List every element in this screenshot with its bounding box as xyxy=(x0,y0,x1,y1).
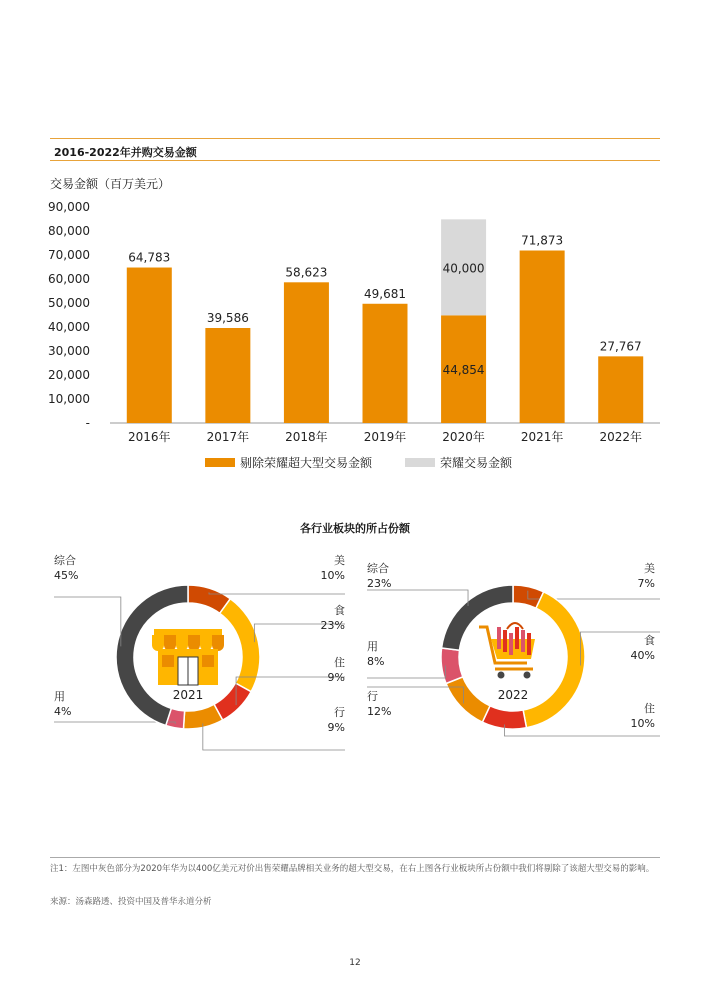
slice-percent-label: 23% xyxy=(320,619,345,632)
slice-percent-label: 23% xyxy=(367,577,392,590)
slice-name-label: 住 xyxy=(334,656,345,669)
footnote-rule xyxy=(50,857,660,858)
slice-name-label: 用 xyxy=(54,690,65,703)
page-number: 12 xyxy=(349,958,361,968)
slice-percent-label: 10% xyxy=(320,569,345,582)
bar-honor-label: 40,000 xyxy=(442,261,485,276)
x-tick-label: 2022年 xyxy=(599,430,642,444)
y-tick-label: 90,000 xyxy=(48,200,90,214)
section-title: 2016-2022年并购交易金额 xyxy=(54,146,197,159)
slice-name-label: 住 xyxy=(644,702,655,715)
bar-main xyxy=(598,356,643,423)
y-tick-label: - xyxy=(85,416,90,430)
donut-slice xyxy=(446,677,490,722)
x-tick-label: 2018年 xyxy=(285,430,328,444)
slice-name-label: 综合 xyxy=(367,562,389,575)
y-tick-label: 10,000 xyxy=(48,392,90,406)
bar-main xyxy=(363,304,408,423)
shopping-cart-icon xyxy=(479,623,535,679)
slice-percent-label: 40% xyxy=(630,649,655,662)
title-top-rule xyxy=(50,138,660,139)
bar-value-label: 71,873 xyxy=(521,233,564,248)
bar-value-label: 27,767 xyxy=(599,339,642,354)
x-tick-label: 2019年 xyxy=(363,430,407,444)
x-tick-label: 2017年 xyxy=(206,430,250,444)
slice-name-label: 行 xyxy=(367,690,378,703)
y-axis-unit-label: 交易金额（百万美元） xyxy=(50,177,171,191)
donut-slice xyxy=(523,592,585,728)
y-tick-label: 60,000 xyxy=(48,272,90,286)
pie-section-title: 各行业板块的所占份额 xyxy=(300,522,410,535)
bar-value-label: 44,854 xyxy=(442,363,485,378)
x-tick-label: 2016年 xyxy=(128,430,171,444)
x-tick-label: 2020年 xyxy=(442,430,485,444)
slice-name-label: 综合 xyxy=(54,554,76,567)
storefront-icon xyxy=(152,629,224,685)
y-tick-label: 70,000 xyxy=(48,248,90,262)
slice-percent-label: 12% xyxy=(367,705,392,718)
slice-percent-label: 10% xyxy=(630,717,655,730)
donut-year-label: 2021 xyxy=(172,688,204,702)
legend-swatch-main xyxy=(205,458,235,467)
slice-name-label: 食 xyxy=(644,634,655,647)
pie-chart-2022 xyxy=(355,550,710,760)
slice-percent-label: 4% xyxy=(54,705,72,718)
leader-line xyxy=(209,592,345,594)
legend-swatch-honor xyxy=(405,458,435,467)
title-bottom-rule xyxy=(50,160,660,161)
slice-percent-label: 45% xyxy=(54,569,79,582)
bar-value-label: 49,681 xyxy=(364,286,406,301)
donut-year-label: 2022 xyxy=(497,688,529,702)
bar-value-label: 39,586 xyxy=(206,310,249,325)
y-tick-label: 20,000 xyxy=(48,368,90,382)
bar-main xyxy=(205,328,250,423)
footnote-1: 注1：左图中灰色部分为2020年华为以400亿美元对价出售荣耀品牌相关业务的超大型交易，在右上图各行业板块所占份额中我们将剔除了该超大型交易的影响。 xyxy=(50,864,655,874)
y-tick-label: 40,000 xyxy=(48,320,90,334)
donut-slice xyxy=(220,599,260,692)
bar-chart xyxy=(0,195,710,485)
slice-percent-label: 9% xyxy=(327,721,345,734)
y-tick-label: 80,000 xyxy=(48,224,90,238)
slice-name-label: 食 xyxy=(334,604,345,617)
slice-name-label: 用 xyxy=(367,640,378,653)
slice-percent-label: 9% xyxy=(327,671,345,684)
slice-name-label: 行 xyxy=(334,706,345,719)
slice-name-label: 美 xyxy=(644,562,655,575)
source-note: 来源：汤森路透、投资中国及普华永道分析 xyxy=(50,897,212,907)
pie-chart-2021 xyxy=(0,550,355,760)
x-tick-label: 2021年 xyxy=(520,430,564,444)
y-tick-label: 30,000 xyxy=(48,344,90,358)
y-tick-label: 50,000 xyxy=(48,296,90,310)
legend-label-honor: 荣耀交易金额 xyxy=(440,456,513,470)
leader-line xyxy=(54,597,121,646)
bar-value-label: 64,783 xyxy=(128,250,171,265)
bar-main xyxy=(127,268,172,423)
slice-name-label: 美 xyxy=(334,554,345,567)
slice-percent-label: 7% xyxy=(637,577,655,590)
slice-percent-label: 8% xyxy=(367,655,385,668)
leader-line xyxy=(203,723,345,750)
bar-main xyxy=(284,282,329,423)
leader-line xyxy=(367,590,468,606)
legend-label-main: 剔除荣耀超大型交易金额 xyxy=(240,456,373,470)
bar-main xyxy=(520,251,565,423)
bar-value-label: 58,623 xyxy=(285,265,328,280)
